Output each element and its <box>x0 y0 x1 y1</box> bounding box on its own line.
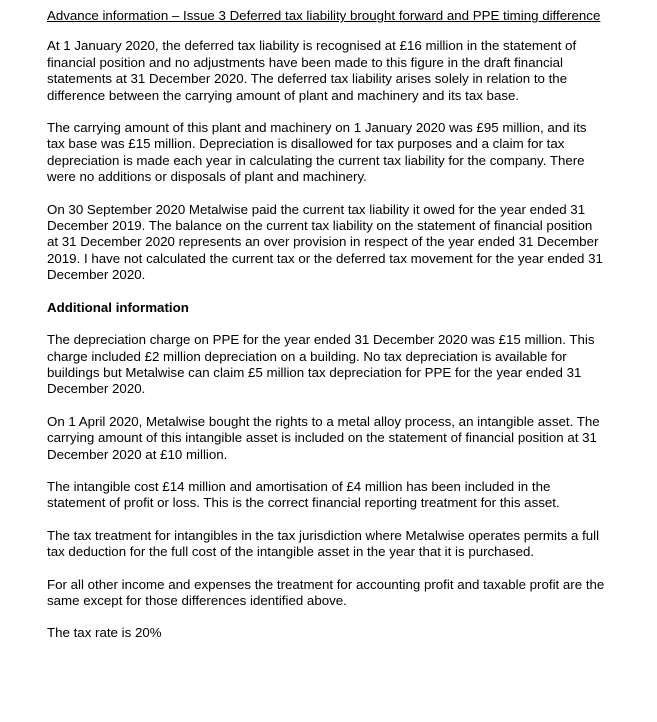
paragraph-other-income-expenses: For all other income and expenses the treatment for accounting profit and taxable profit are the same except for those differences identified above. <box>47 576 605 608</box>
paragraph-tax-treatment-intangibles: The tax treatment for intangibles in the tax jurisdiction where Metalwise operates permits a full tax deduction for the full cost of the intangible asset in the year that it is purchased. <box>47 527 600 560</box>
paragraph-deferred-tax-liability: At 1 January 2020, the deferred tax liability is recognised at £16 million in the statement of financial position and no adjustments have been made to this figure in the draft financial statements at 31 December 2020. The deferred tax liability arises solely in relation to the difference between the carrying amount of plant and machinery and its tax base. <box>47 38 577 103</box>
paragraph-tax-rate: The tax rate is 20% <box>47 625 162 641</box>
paragraph-intangible-cost: The intangible cost £14 million and amortisation of £4 million has been included in the statement of profit or loss. This is the correct financial reporting treatment for this asset. <box>47 478 560 511</box>
section-title: Advance information – Issue 3 Deferred tax liability brought forward and PPE timing difference <box>47 8 601 23</box>
paragraph-plant-and-machinery: The carrying amount of this plant and machinery on 1 January 2020 was £95 million, and its tax base was £15 million. Depreciation is disallowed for tax purposes and a claim for tax depreciation is made each year in calculating the current tax liability for the company. There were no additions or disposals of plant and machinery. <box>47 120 587 185</box>
additional-information-heading: Additional information <box>47 299 189 315</box>
paragraph-depreciation-charge: The depreciation charge on PPE for the year ended 31 December 2020 was £15 million. This charge included £2 million depreciation on a building. No tax depreciation is available for buildings but Metalwise can claim £5 million tax depreciation for PPE for the year ended 31 December 2020. <box>47 332 595 397</box>
document-body <box>47 8 607 658</box>
paragraph-current-tax-liability: On 30 September 2020 Metalwise paid the current tax liability it owed for the year ended 31 December 2019. The balance on the current tax liability on the statement of financial position at 31 December 2020 represents an over provision in respect of the year ended 31 December 2019. I have not calculated the current tax or the deferred tax movement for the year ended 31 December 2020. <box>47 201 603 283</box>
paragraph-intangible-asset: On 1 April 2020, Metalwise bought the rights to a metal alloy process, an intangible asset. The carrying amount of this intangible asset is included on the statement of financial position at 31 December 2020 at £10 million. <box>47 413 600 462</box>
